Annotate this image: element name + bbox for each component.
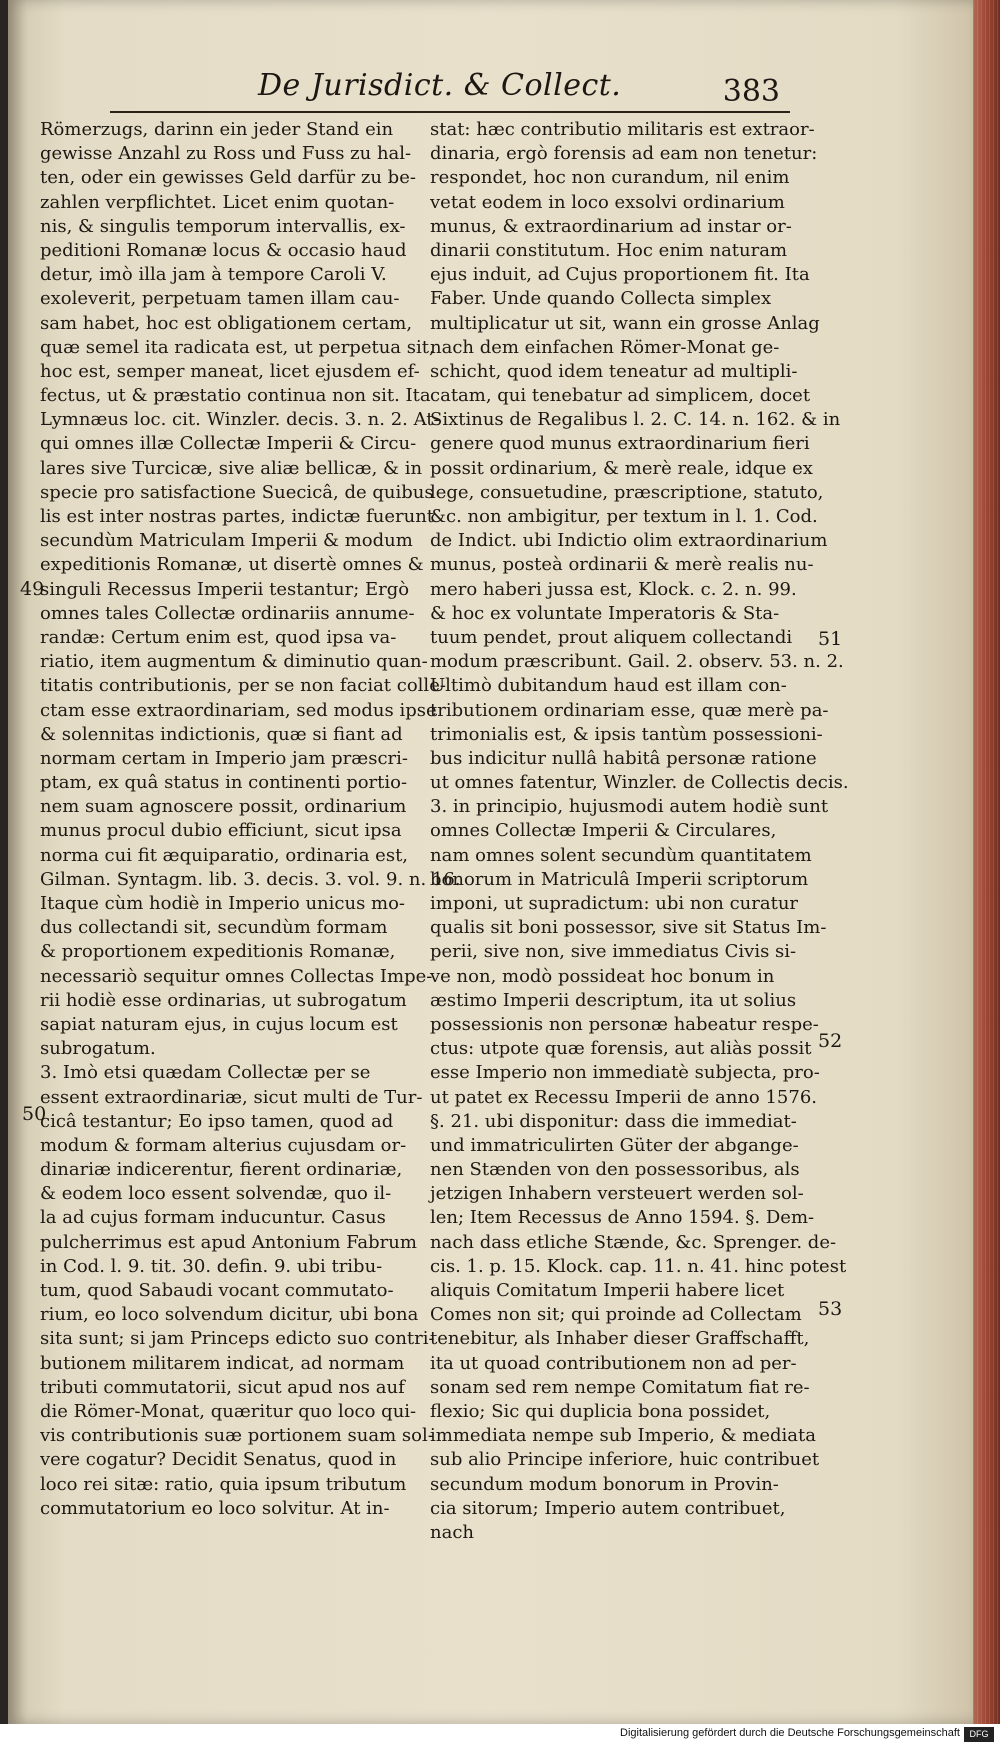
text-line: dinaria, ergò forensis ad eam non tenetur: [430, 143, 818, 165]
text-line: aliquis Comitatum Imperii habere licet [430, 1280, 785, 1301]
text-line: loco rei sitæ: ratio, quia ipsum tributum [40, 1473, 407, 1495]
text-line: tum, quod Sabaudi vocant commutato- [40, 1280, 394, 1301]
text-line: nach dem einfachen Römer-Monat ge- [430, 336, 780, 358]
text-line: rii hodiè esse ordinarias, ut subrogatum [40, 989, 407, 1011]
text-line: omnes tales Collectæ ordinariis annume- [40, 602, 415, 624]
left-text-column [40, 118, 461, 1521]
text-line: peditioni Romanæ locus & occasio haud [40, 239, 407, 261]
text-line: ita ut quoad contributionem non ad per- [430, 1352, 797, 1374]
text-line: sam habet, hoc est obligationem certam, [40, 312, 413, 334]
margin-number-50: 50 [22, 1103, 47, 1125]
text-line: stat: hæc contributio militaris est extraor- [430, 119, 815, 140]
text-line: multiplicatur ut sit, wann ein grosse Anlag [430, 312, 820, 334]
text-line: respondet, hoc non curandum, nil enim [430, 167, 790, 189]
text-line: titatis contributionis, per se non faciat colle- [40, 675, 446, 697]
text-line: ve non, modò possideat hoc bonum in [430, 965, 775, 987]
text-line: Sixtinus de Regalibus l. 2. C. 14. n. 162. & in [430, 409, 841, 431]
text-line: de Indict. ubi Indictio olim extraordinarium [430, 530, 828, 552]
text-line: len; Item Recessus de Anno 1594. §. Dem- [430, 1207, 815, 1229]
running-head: De Jurisdict. & Collect. [258, 68, 622, 103]
text-line: subrogatum. [40, 1038, 156, 1060]
text-line: nam omnes solent secundùm quantitatem [430, 844, 812, 866]
text-line: bonorum in Matriculâ Imperii scriptorum [430, 868, 809, 890]
text-line: Römerzugs, darinn ein jeder Stand ein [40, 119, 394, 140]
text-line: secundum modum bonorum in Provin- [430, 1473, 779, 1495]
margin-number-49: 49 [20, 578, 45, 600]
footer-credit: Digitalisierung gefördert durch die Deutsche Forschungsgemeinschaft [620, 1727, 960, 1739]
text-line: ejus induit, ad Cujus proportionem fit. Ita [430, 264, 810, 286]
text-line: sapiat naturam ejus, in cujus locum est [40, 1013, 398, 1035]
text-line: ctus: utpote quæ forensis, aut aliàs possit [430, 1038, 812, 1060]
footer-bar [0, 1724, 1000, 1746]
text-line: modum & formam alterius cujusdam or- [40, 1134, 407, 1156]
text-line: jetzigen Inhabern versteuert werden sol- [430, 1183, 804, 1205]
text-line: la ad cujus formam inducuntur. Casus [40, 1207, 386, 1229]
text-line: ctam esse extraordinariam, sed modus ipse [40, 699, 437, 721]
text-line: nen Stænden von den possessoribus, als [430, 1159, 800, 1181]
text-line: nis, & singulis temporum intervallis, ex- [40, 215, 406, 237]
text-line: vetat eodem in loco exsolvi ordinarium [430, 191, 785, 213]
text-line: dinarii constitutum. Hoc enim naturam [430, 239, 788, 261]
text-line: ut patet ex Recessu Imperii de anno 1576. [430, 1086, 817, 1108]
text-line: & hoc ex voluntate Imperatoris & Sta- [430, 602, 780, 624]
text-line: rium, eo loco solvendum dicitur, ubi bona [40, 1304, 419, 1326]
text-line: munus, & extraordinarium ad instar or- [430, 215, 792, 237]
text-line: dus collectandi sit, secundùm formam [40, 917, 388, 939]
text-line: secundùm Matriculam Imperii & modum [40, 530, 413, 552]
text-line: specie pro satisfactione Suecicâ, de quibus [40, 481, 434, 503]
text-line: vere cogatur? Decidit Senatus, quod in [40, 1449, 397, 1471]
header-rule [110, 111, 790, 113]
text-line: in Cod. l. 9. tit. 30. defin. 9. ubi tribu- [40, 1255, 383, 1277]
text-line: nach dass etliche Stænde, &c. Sprenger. de- [430, 1231, 837, 1253]
text-line: essent extraordinariæ, sicut multi de Tur- [40, 1086, 423, 1108]
text-line: butionem militarem indicat, ad normam [40, 1352, 405, 1374]
text-line: ut omnes fatentur, Winzler. de Collectis decis. [430, 772, 849, 794]
page-header [110, 68, 790, 112]
text-line: singuli Recessus Imperii testantur; Ergò [40, 578, 410, 600]
text-line: qui omnes illæ Collectæ Imperii & Circu- [40, 433, 417, 455]
text-line: flexio; Sic qui duplicia bona possidet, [430, 1400, 771, 1422]
text-line: 3. in principio, hujusmodi autem hodiè sunt [430, 796, 829, 818]
text-line: nem suam agnoscere possit, ordinarium [40, 796, 407, 818]
dfg-logo: DFG [964, 1727, 994, 1742]
text-line: possit ordinarium, & merè reale, idque ex [430, 457, 813, 479]
text-line: sita sunt; si jam Princeps edicto suo contri- [40, 1328, 435, 1350]
text-line: ten, oder ein gewisses Geld darfür zu be- [40, 167, 416, 189]
text-line: 3. Imò etsi quædam Collectæ per se [40, 1062, 371, 1084]
text-line: & solennitas indictionis, quæ si fiant ad [40, 723, 403, 745]
text-line: und immatriculirten Güter der abgange- [430, 1134, 799, 1156]
text-line: zahlen verpflichtet. Licet enim quotan- [40, 191, 395, 213]
text-line: tributionem ordinariam esse, quæ merè pa- [430, 699, 829, 721]
text-line: §. 21. ubi disponitur: dass die immediat- [430, 1110, 797, 1132]
text-line: nach [430, 1521, 474, 1543]
text-line: randæ: Certum enim est, quod ipsa va- [40, 626, 397, 648]
text-line: esse Imperio non immediatè subjecta, pro- [430, 1062, 820, 1084]
text-line: schicht, quod idem teneatur ad multipli- [430, 360, 798, 382]
text-line: omnes Collectæ Imperii & Circulares, [430, 820, 777, 842]
text-line: genere quod munus extraordinarium fieri [430, 433, 810, 455]
text-line: Faber. Unde quando Collecta simplex [430, 288, 772, 310]
text-line: exoleverit, perpetuam tamen illam cau- [40, 288, 400, 310]
text-line: fectus, ut & præstatio continua non sit. Ita [40, 385, 431, 407]
text-line: gewisse Anzahl zu Ross und Fuss zu hal- [40, 143, 412, 165]
text-line: munus, posteà ordinarii & merè realis nu- [430, 554, 814, 576]
text-line: riatio, item augmentum & diminutio quan- [40, 651, 428, 673]
text-line: norma cui fit æquiparatio, ordinaria est, [40, 844, 409, 866]
text-line: possessionis non personæ habeatur respe- [430, 1013, 819, 1035]
text-line: immediata nempe sub Imperio, & mediata [430, 1425, 816, 1447]
text-line: pulcherrimus est apud Antonium Fabrum [40, 1231, 417, 1253]
book-fore-edge [973, 0, 1000, 1724]
margin-number-52: 52 [818, 1030, 843, 1052]
text-line: dinariæ indicerentur, fierent ordinariæ, [40, 1159, 403, 1181]
text-line: lis est inter nostras partes, indictæ fuerunt [40, 506, 435, 527]
text-line: quæ semel ita radicata est, ut perpetua sit, [40, 336, 435, 358]
text-line: Lymnæus loc. cit. Winzler. decis. 3. n. 2. At- [40, 409, 440, 431]
text-line: cis. 1. p. 15. Klock. cap. 11. n. 41. hinc potest [430, 1255, 847, 1277]
text-line: lege, consuetudine, præscriptione, statuto, [430, 481, 824, 503]
text-line: sub alio Principe inferiore, huic contribuet [430, 1449, 820, 1471]
text-line: cicâ testantur; Eo ipso tamen, quod ad [40, 1110, 394, 1132]
text-line: Comes non sit; qui proinde ad Collectam [430, 1304, 802, 1326]
text-line: sonam sed rem nempe Comitatum fiat re- [430, 1376, 810, 1398]
text-line: trimonialis est, & ipsis tantùm possessioni- [430, 723, 823, 745]
text-line: modum præscribunt. Gail. 2. observ. 53. n. 2. [430, 651, 844, 673]
text-line: æstimo Imperii descriptum, ita ut solius [430, 989, 797, 1011]
text-line: mero haberi jussa est, Klock. c. 2. n. 99. [430, 578, 797, 600]
text-line: bus indicitur nullâ habitâ personæ ratione [430, 747, 817, 769]
text-line: cia sitorum; Imperio autem contribuet, [430, 1497, 786, 1519]
text-line: tributi commutatorii, sicut apud nos auf [40, 1376, 405, 1398]
text-line: Gilman. Syntagm. lib. 3. decis. 3. vol. 9. n. 16. [40, 868, 461, 890]
text-line: perii, sive non, sive immediatus Civis si- [430, 941, 797, 963]
text-line: tenebitur, als Inhaber dieser Graffschafft, [430, 1328, 810, 1350]
text-line: Itaque cùm hodiè in Imperio unicus mo- [40, 893, 406, 914]
margin-number-53: 53 [818, 1298, 843, 1320]
text-line: &c. non ambigitur, per textum in l. 1. Cod. [430, 506, 818, 527]
text-line: imponi, ut supradictum: ubi non curatur [430, 893, 799, 914]
text-line: normam certam in Imperio jam præscri- [40, 747, 408, 769]
text-line: munus procul dubio efficiunt, sicut ipsa [40, 820, 402, 842]
text-line: catam, qui tenebatur ad simplicem, docet [430, 385, 811, 407]
text-line: & eodem loco essent solvendæ, quo il- [40, 1183, 392, 1205]
margin-number-51: 51 [818, 628, 843, 650]
text-line: die Römer-Monat, quæritur quo loco qui- [40, 1400, 417, 1422]
text-line: Ultimò dubitandum haud est illam con- [430, 675, 787, 697]
text-line: & proportionem expeditionis Romanæ, [40, 941, 396, 963]
text-line: hoc est, semper maneat, licet ejusdem ef- [40, 360, 420, 382]
page-number: 383 [722, 74, 780, 109]
text-line: lares sive Turcicæ, sive aliæ bellicæ, & in [40, 457, 423, 479]
text-line: qualis sit boni possessor, sive sit Status Im- [430, 917, 827, 939]
text-line: vis contributionis suæ portionem suam sol- [40, 1425, 434, 1447]
text-line: tuum pendet, prout aliquem collectandi [430, 626, 793, 648]
text-line: necessariò sequitur omnes Collectas Impe- [40, 965, 433, 987]
text-line: expeditionis Romanæ, ut disertè omnes & [40, 554, 424, 576]
text-line: commutatorium eo loco solvitur. At in- [40, 1497, 390, 1519]
text-line: ptam, ex quâ status in continenti portio- [40, 772, 408, 794]
text-line: detur, imò illa jam à tempore Caroli V. [40, 264, 387, 286]
